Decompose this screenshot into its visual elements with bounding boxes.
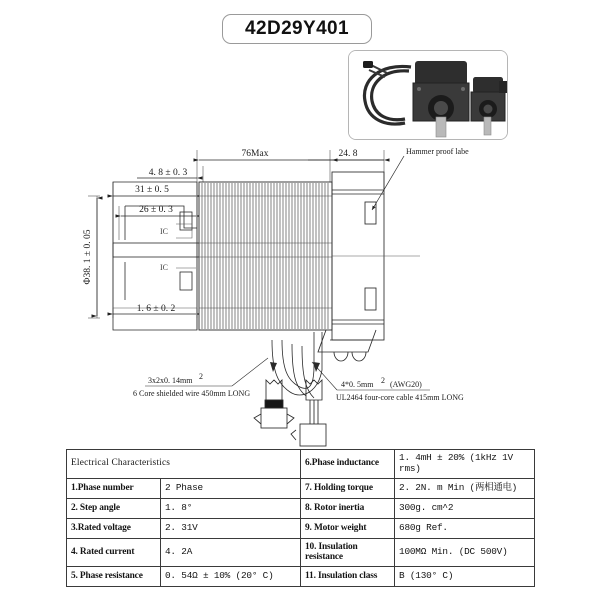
dimension-front-a: 4. 8 ± 0. 3	[148, 168, 188, 178]
dimension-front-b: 31 ± 0. 5	[135, 185, 169, 195]
row-9-label: 9. Motor weight	[301, 518, 395, 538]
dimension-front-c: 26 ± 0. 3	[139, 205, 173, 215]
callout-cable-left-description: 6 Core shielded wire 450mm LONG	[133, 389, 251, 398]
callout-cable-right-awg: (AWG20)	[390, 380, 422, 389]
page-title: 42D29Y401	[245, 18, 349, 39]
row-5-label: 5. Phase resistance	[67, 567, 161, 587]
table-row	[67, 538, 535, 567]
dimension-pilot-diameter: Φ38. 1 ± 0. 05	[83, 229, 93, 285]
row-7-value: 2. 2N. m Min (两相通电)	[395, 478, 535, 498]
table-title: Electrical Characteristics	[67, 450, 301, 479]
row-3-value: 2. 31V	[161, 518, 301, 538]
callout-cable-right-superscript: 2	[381, 376, 385, 385]
table-row-header	[67, 450, 535, 479]
row-4-label: 4. Rated current	[67, 538, 161, 567]
model-title-badge	[222, 14, 372, 44]
table-row	[67, 567, 535, 587]
row-2-value: 1. 8°	[161, 498, 301, 518]
dimension-rear-length: 24. 8	[338, 149, 358, 159]
row-9-value: 680g Ref.	[395, 518, 535, 538]
dimension-flange-thickness: 1. 6 ± 0. 2	[136, 304, 176, 314]
table-body	[67, 450, 535, 587]
row-1-label: 1.Phase number	[67, 478, 161, 498]
table-row	[67, 498, 535, 518]
electrical-characteristics-table	[66, 449, 535, 587]
row-10-label: 10. Insulation resistance	[301, 538, 395, 567]
row-8-value: 300g. cm^2	[395, 498, 535, 518]
table-row	[67, 518, 535, 538]
callout-cable-left-spec: 3x2x0. 14mm	[148, 376, 193, 385]
row-5-value: 0. 54Ω ± 10% (20° C)	[161, 567, 301, 587]
callout-cable-right-spec: 4*0. 5mm	[341, 380, 374, 389]
ic-mark-upper: IC	[160, 227, 168, 236]
row-8-label: 8. Rotor inertia	[301, 498, 395, 518]
row-4-value: 4. 2A	[161, 538, 301, 567]
callout-hammer-proof-label: Hammer proof labe	[406, 147, 469, 156]
row-2-label: 2. Step angle	[67, 498, 161, 518]
row-3-label: 3.Rated voltage	[67, 518, 161, 538]
table-row	[67, 478, 535, 498]
row-10-value: 100MΩ Min. (DC 500V)	[395, 538, 535, 567]
row-11-value: B (130° C)	[395, 567, 535, 587]
product-photo-image	[349, 51, 508, 140]
ic-mark-lower: IC	[160, 263, 168, 272]
row-6-value: 1. 4mH ± 20% (1kHz 1V rms)	[395, 450, 535, 479]
row-11-label: 11. Insulation class	[301, 567, 395, 587]
row-1-value: 2 Phase	[161, 478, 301, 498]
callout-cable-left-superscript: 2	[199, 372, 203, 381]
row-6-label: 6.Phase inductance	[301, 450, 395, 479]
product-photo-inset	[348, 50, 508, 140]
callout-cable-right-description: UL2464 four-core cable 415mm LONG	[336, 393, 464, 402]
row-7-label: 7. Holding torque	[301, 478, 395, 498]
dimension-overall-length: 76Max	[241, 149, 269, 159]
